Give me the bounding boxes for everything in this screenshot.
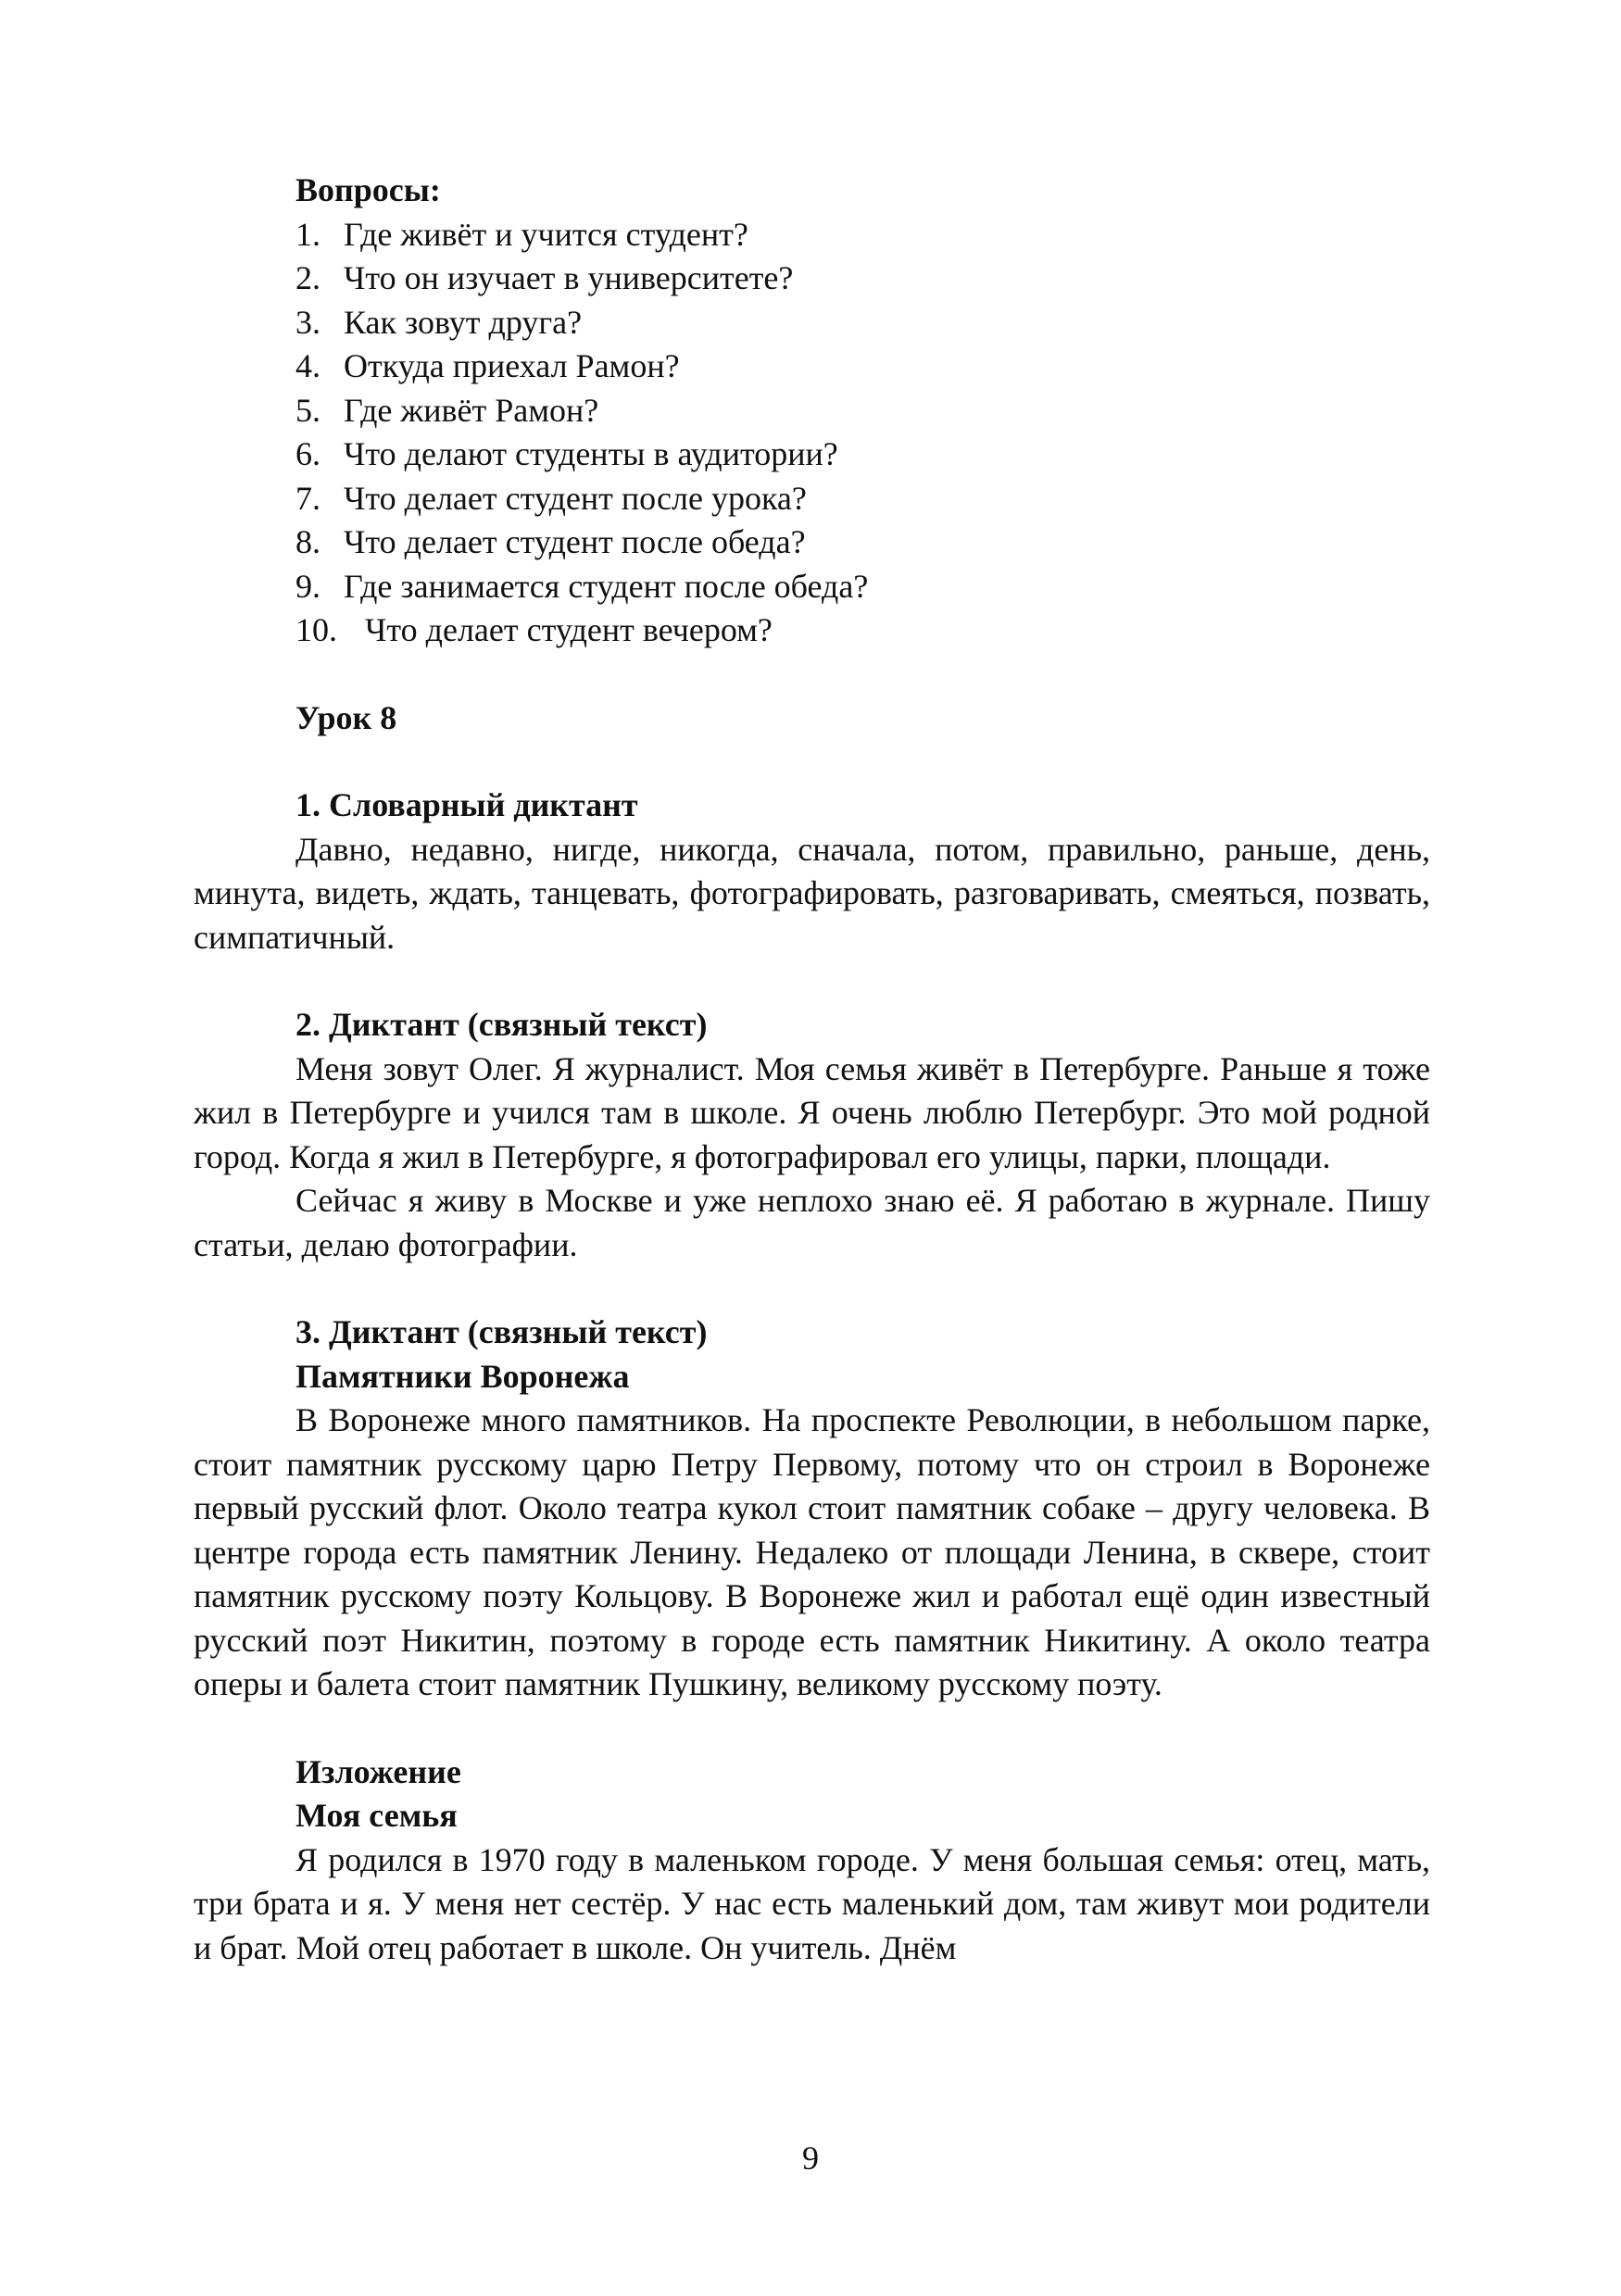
section4-subheading: Моя семья [295, 1797, 458, 1834]
list-item [295, 565, 1430, 609]
section3-heading: 3. Диктант (связный текст) [295, 1313, 708, 1350]
list-item [295, 213, 1430, 257]
list-item [295, 609, 1430, 653]
lesson-title: Урок 8 [295, 698, 397, 736]
page-content [194, 169, 1430, 1970]
question-number: 9. [295, 567, 320, 605]
question-number: 3. [295, 303, 320, 341]
question-number: 4. [295, 347, 320, 384]
question-text: Что делает студент после обеда? [344, 523, 806, 560]
question-text: Откуда приехал Рамон? [344, 347, 680, 384]
question-text: Что делает студент вечером? [365, 611, 773, 648]
list-item [295, 477, 1430, 521]
list-item [295, 389, 1430, 433]
question-text: Где занимается студент после обеда? [344, 567, 869, 605]
question-number: 1. [295, 215, 320, 253]
questions-heading: Вопросы: [295, 171, 441, 208]
question-number: 8. [295, 523, 320, 560]
section1-heading: 1. Словарный диктант [295, 786, 638, 823]
list-item [295, 433, 1430, 477]
questions-list [295, 213, 1430, 653]
section4-paragraph: Я родился в 1970 году в маленьком городе. У меня большая семья: отец, мать, три брата и я. У меня нет сестёр. У нас есть маленький дом, там живут мои родители и брат. Мой отец работает в школе. Он учитель. Днём [194, 1840, 1430, 1966]
question-text: Что делает студент после урока? [344, 479, 807, 517]
section3-subheading: Памятники Воронежа [295, 1357, 630, 1395]
list-item [295, 257, 1430, 301]
list-item [295, 521, 1430, 565]
list-item [295, 301, 1430, 345]
question-text: Как зовут друга? [344, 303, 583, 341]
section3-paragraph: В Воронеже много памятников. На проспекте Революции, в небольшом парке, стоит памятник русскому царю Петру Первому, потому что он строил в Воронеже первый русский флот. Около театра кукол стоит памятник собаке – другу человека. В центре города есть памятник Ленину. Недалеко от площади Ленина, в сквере, стоит памятник русскому поэту Кольцову. В Воронеже жил и работал ещё один известный русский поэт Никитин, поэтому в городе есть памятник Никитину. А около театра оперы и балета стоит памятник Пушкину, великому русскому поэту. [194, 1401, 1430, 1702]
question-text: Где живёт и учится студент? [344, 215, 748, 253]
section2-paragraph-1: Меня зовут Олег. Я журналист. Моя семья живёт в Петербурге. Раньше я тоже жил в Петербурге и учился там в школе. Я очень люблю Петербург. Это мой родной город. Когда я жил в Петербурге, я фотографировал его улицы, парки, площади. [194, 1049, 1430, 1175]
page-number: 9 [802, 2139, 819, 2177]
list-item [295, 345, 1430, 389]
question-text: Что делают студенты в аудитории? [344, 435, 838, 472]
section2-paragraph-2: Сейчас я живу в Москве и уже неплохо знаю её. Я работаю в журнале. Пишу статьи, делаю фотографии. [194, 1182, 1430, 1263]
question-text: Что он изучает в университете? [344, 259, 794, 296]
question-number: 5. [295, 391, 320, 429]
question-number: 2. [295, 259, 320, 296]
section1-paragraph: Давно, недавно, нигде, никогда, сначала, потом, правильно, раньше, день, минута, видеть, ждать, танцевать, фотографировать, разговаривать, смеяться, позвать, симпатичный. [194, 830, 1430, 956]
section4-heading: Изложение [295, 1752, 461, 1790]
question-text: Где живёт Рамон? [344, 391, 599, 429]
question-number: 7. [295, 479, 320, 517]
question-number: 6. [295, 435, 320, 472]
question-number: 10. [295, 611, 337, 648]
section2-heading: 2. Диктант (связный текст) [295, 1006, 708, 1043]
